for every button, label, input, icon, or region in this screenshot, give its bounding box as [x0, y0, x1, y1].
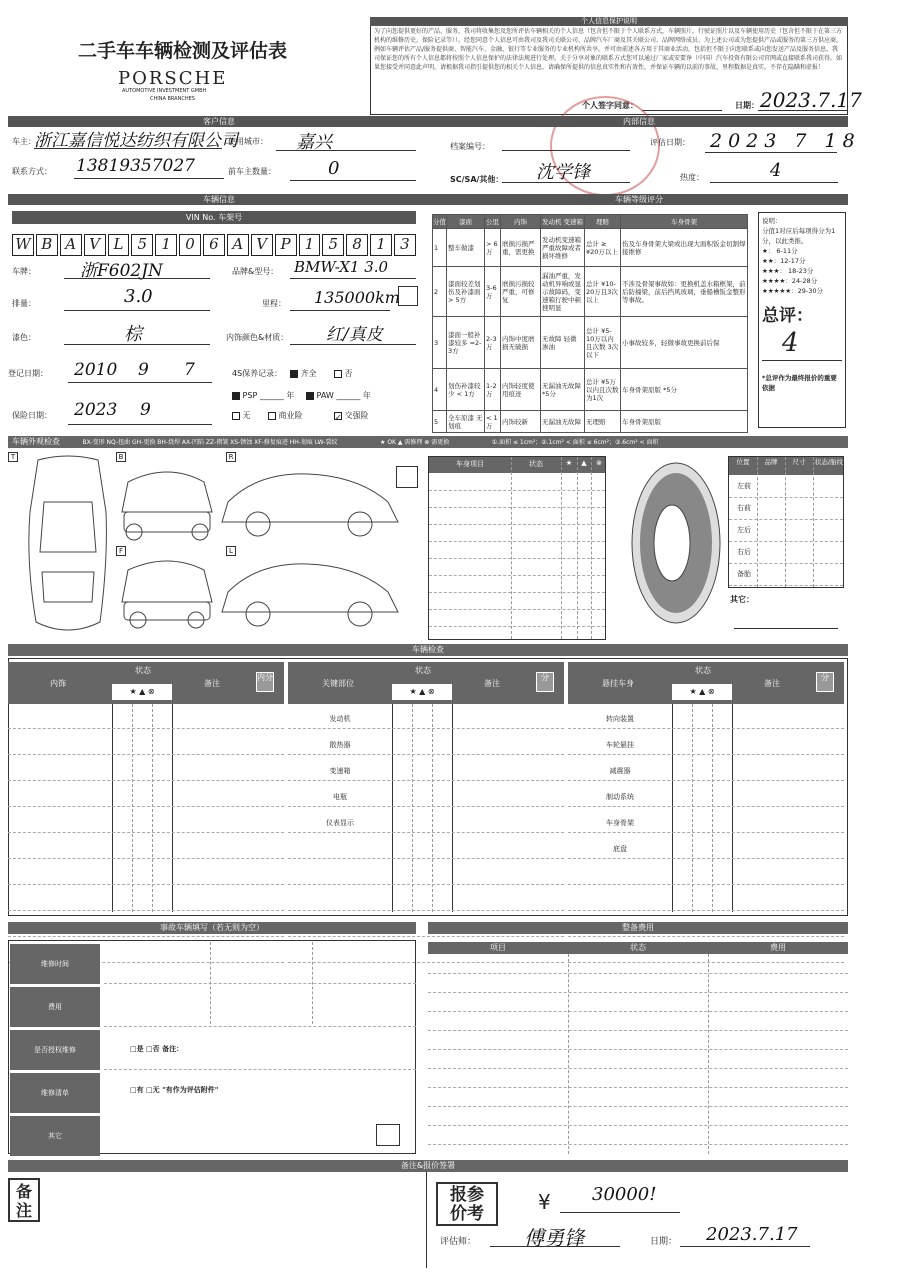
tire-row-label: 右前 [737, 504, 751, 512]
vin-char: 1 [155, 234, 177, 256]
refurb-row[interactable] [428, 1011, 848, 1012]
body-col-header: ⊗ [596, 459, 602, 467]
check-row[interactable] [288, 780, 564, 781]
vin-char: 6 [203, 234, 225, 256]
grade-cell: 内饰轻度使用痕迹 [501, 369, 541, 411]
check-remark-title: 备注 [484, 679, 500, 688]
check-row[interactable] [8, 806, 284, 807]
accident-line [104, 1069, 416, 1070]
grade-header: 内饰 [501, 215, 541, 229]
check-row[interactable] [8, 832, 284, 833]
refurb-row[interactable] [428, 1144, 848, 1145]
view-b: B [116, 452, 126, 462]
heat-value: 4 [770, 160, 782, 181]
grade-cell: 3-6万 [485, 267, 501, 317]
vin-char: A [60, 234, 82, 256]
beizhu-label: 备注 [8, 1178, 40, 1222]
tire-row[interactable] [729, 541, 843, 542]
check-row[interactable] [568, 806, 844, 807]
check-row[interactable] [568, 754, 844, 755]
tire-col-header: 位置 [736, 458, 750, 466]
check-row[interactable] [568, 832, 844, 833]
mileage-label: 里程： [262, 299, 286, 308]
check-remark-title: 备注 [764, 679, 780, 688]
refurb-row[interactable] [428, 1030, 848, 1031]
check-item: 发动机 [329, 715, 351, 723]
tire-row[interactable] [729, 585, 843, 586]
owner-value: 浙江嘉信悦达纺织有限公司 [34, 131, 238, 151]
vin-char: L [108, 234, 130, 256]
footer-date-label: 日期： [650, 1237, 678, 1247]
sc-label: SC/SA/其他： [450, 175, 504, 184]
color-label: 漆色： [12, 333, 36, 342]
check-col-head [8, 662, 284, 704]
tire-col-header: 状态/胎纹 [814, 458, 844, 466]
check-row[interactable] [568, 780, 844, 781]
grade-cell: 总计 ¥10-20万且3次以上 [585, 267, 621, 317]
vin-char: 5 [131, 234, 153, 256]
tire-col-line [757, 457, 758, 587]
check-col-head [568, 662, 844, 704]
grade-header: 车身骨架 [621, 215, 748, 229]
body-row[interactable] [429, 592, 605, 593]
footer-divider [426, 1172, 427, 1268]
currency-sign: ¥ [538, 1190, 551, 1214]
grade-bar: 车辆等级评分 [430, 194, 848, 205]
body-items-table [428, 456, 606, 640]
check-item: 仪表显示 [326, 819, 354, 827]
brand-logo: PORSCHE [118, 68, 228, 89]
check-col-line [712, 704, 713, 912]
accident-auth[interactable]: □是 □否 备注： [130, 1045, 184, 1053]
reg-label: 登记日期： [8, 369, 48, 378]
appraiser-label: 评估师： [440, 1237, 477, 1247]
reg-year: 2010 [74, 360, 118, 380]
grade-cell: 磨损污损较严重，可修复 [501, 267, 541, 317]
sc-value: 沈学锋 [536, 162, 590, 183]
check-state-marks: ★ ▲ ⊗ [392, 684, 452, 700]
check-row[interactable] [8, 936, 284, 937]
file-label: 档案编号： [450, 142, 490, 151]
grade-header: 理赔 [585, 215, 621, 229]
city-label: 使用城市： [228, 137, 268, 146]
tire-col-line [813, 457, 814, 587]
disp-value: 3.0 [124, 286, 153, 307]
reg-month: 9 [138, 360, 149, 380]
check-col-head [288, 662, 564, 704]
grade-note-line: ★★：12-17分 [762, 257, 806, 265]
check-row[interactable] [288, 728, 564, 729]
interior-label: 内饰颜色&材质： [226, 333, 289, 342]
body-row[interactable] [429, 575, 605, 576]
check-col-title: 悬挂车身 [602, 679, 634, 688]
car-diagrams [8, 452, 420, 644]
grade-cell: 1-2万 [485, 369, 501, 411]
accident-row-label: 费用 [10, 987, 100, 1027]
plate-label: 车牌： [12, 267, 36, 276]
exterior-bar [8, 436, 848, 448]
grade-row [433, 229, 748, 267]
check-state-marks: ★ ▲ ⊗ [112, 684, 172, 700]
view-l: L [226, 546, 236, 556]
check-col-line [732, 704, 733, 912]
refurb-row[interactable] [428, 1106, 848, 1107]
vin-char: 0 [179, 234, 201, 256]
body-row[interactable] [429, 507, 605, 508]
contact-label: 联系方式： [12, 167, 52, 176]
grade-note-line: ★★★★：24-28分 [762, 277, 818, 285]
grade-cell: 3 [433, 317, 447, 369]
accident-row-label: 维修清单 [10, 1073, 100, 1113]
grade-cell: < 1万 [485, 411, 501, 433]
check-state-title: 状态 [695, 666, 711, 675]
privacy-title: 个人信息保护说明 [370, 17, 848, 26]
heat-label: 热度： [680, 173, 704, 182]
grade-cell: 漏油严重，发动机异响或显示故障码，变速箱行驶中顿挫明显 [541, 267, 585, 317]
grade-cell: 漆面一般补漆较多 =2-3方 [447, 317, 485, 369]
check-row[interactable] [8, 754, 284, 755]
check-col-line [672, 704, 673, 912]
check-row[interactable] [8, 780, 284, 781]
grade-cell: 伤及车身骨架大梁或出现大面积钣金切割焊接维修 [621, 229, 748, 267]
body-row[interactable] [429, 524, 605, 525]
tire-row-label: 右后 [737, 548, 751, 556]
view-r: R [226, 452, 236, 462]
accident-line [104, 983, 416, 984]
model-label: 品牌&型号： [232, 267, 279, 276]
refurb-bar: 整备费用 [428, 922, 848, 934]
vin-char: V [251, 234, 273, 256]
refurb-head: 项目 状态 费用 [428, 942, 848, 954]
grade-note-line: 分值1对应后每项得分为1分，以此类推。 [762, 227, 836, 245]
check-item: 车身骨架 [606, 819, 634, 827]
grade-cell: 2 [433, 267, 447, 317]
body-col-header: ▲ [581, 459, 587, 467]
vin-bar: VIN No. 车架号 [12, 211, 416, 224]
check-row[interactable] [8, 728, 284, 729]
price-value: 30000! [592, 1184, 657, 1205]
exterior-marks: ★ OK ▲ 需修理 ⊗ 需更换 [380, 439, 450, 446]
grade-cell: 总计 ¥5万以内且次数为1次 [585, 369, 621, 411]
vin-char: W [12, 234, 34, 256]
grade-cell: 5 [433, 411, 447, 433]
internal-bar: 内部信息 [430, 116, 848, 127]
refurb-col-line [708, 954, 709, 1154]
privacy-date-label: 日期： [735, 101, 759, 110]
eval-date: 2023 7 18 [710, 130, 861, 152]
grade-header: 分值 [433, 215, 447, 229]
tire-row-label: 备胎 [737, 570, 751, 578]
grade-row [433, 369, 748, 411]
body-row[interactable] [429, 626, 605, 627]
refurb-row[interactable] [428, 992, 848, 993]
check-bar: 车辆检查 [8, 644, 848, 656]
accident-col-line [210, 942, 211, 1024]
grade-header: 发动机 变速箱 [541, 215, 585, 229]
check-col-line [152, 704, 153, 912]
accident-line [104, 1026, 416, 1027]
eval-date-label: 评估日期： [650, 138, 690, 147]
prev-owner-value: 0 [328, 158, 340, 179]
grade-note-line: ★★★★★：29-30分 [762, 287, 824, 295]
grade-cell: > 6万 [485, 229, 501, 267]
check-row[interactable] [288, 936, 564, 937]
view-t: T [8, 452, 18, 462]
grade-cell: 1 [433, 229, 447, 267]
report-title: 二手车车辆检测及评估表 [78, 40, 288, 62]
city-value: 嘉兴 [296, 132, 332, 153]
accident-bar: 事故车辆填写（若无则为空） [8, 922, 416, 934]
tire-col-header: 尺寸 [792, 458, 806, 466]
body-row[interactable] [429, 490, 605, 491]
accident-col-line [312, 942, 313, 1024]
tire-other: 其它： [730, 595, 754, 604]
check-col-line [452, 704, 453, 912]
grade-header: 公里 [485, 215, 501, 229]
tire-drawing [612, 458, 724, 628]
grade-header: 漆面 [447, 215, 485, 229]
vin-char: 1 [299, 234, 321, 256]
check-row[interactable] [568, 936, 844, 937]
body-col-header: 车身项目 [456, 460, 484, 468]
ins-compulsory[interactable]: ✓ 交强险 [335, 411, 369, 422]
brand-sub: AUTOMOTIVE INVESTMENT GMBH [122, 88, 207, 94]
check-row[interactable] [288, 754, 564, 755]
plate-value: 浙F602JN [80, 261, 163, 281]
vin-char: V [84, 234, 106, 256]
grade-note-title: 说明： [762, 217, 782, 225]
grade-cell: 磨损污损严重，需更换 [501, 229, 541, 267]
grade-cell: 无故障 轻微渗油 [541, 317, 585, 369]
grade-cell: 总计 ¥5-10万以内且次数 3次以下 [585, 317, 621, 369]
privacy-sign-label: 个人签字同意： [582, 101, 638, 110]
view-f: F [116, 546, 126, 556]
check-col-line [132, 704, 133, 912]
privacy-text: 为了向您提供更好的产品、服务，我司将收集您及您所评估车辆相关的个人信息（包含但不限于个人联系方式，车辆照片，行驶证照片以及车辆使用历史（包含但不限于在第三方机构的维修历史，保险记录等））。经您同意个人信息可由我司及我司关联公司、品牌汽车厂商及其关联公司、品牌网络成员、为上述公司或为您提供产品或服务的第三方供应商，例如车辆评估产品/服务提供商、智能汽车、金融、银行等专业服务的专业机构所共享，并可由前述各方用于其商业活动，包括但不限于向您联系或向您发送产品及服务信息。我司保证您的所有个人信息都将按照个人信息保护的法律法规进行处理。关于分享对象的联系方式您可以通过厂家或安要诤（中国）汽车投资有限公司官网或直接联系我司获得。如果您接受并同意此声明，请根据我司指引提供您的相关个人信息，请确保所提供的信息真实性和有效性，并保证车辆的以前的事故、里程数据是真实，不存在隐瞒和虚报！ [374, 28, 843, 71]
body-row[interactable] [429, 609, 605, 610]
body-row[interactable] [429, 541, 605, 542]
model-value: BMW-X1 3.0 [294, 258, 389, 276]
check-col-title: 内饰 [50, 679, 66, 688]
check-row[interactable] [568, 910, 844, 911]
footer-date: 2023.7.17 [706, 1224, 798, 1245]
check-col-line [412, 704, 413, 912]
grade-cell: 车身骨架原版 [621, 411, 748, 433]
check-item: 转向装置 [606, 715, 634, 723]
grade-cell: 全车原漆 无划痕 [447, 411, 485, 433]
grade-cell: 内饰中度磨损无破损 [501, 317, 541, 369]
exterior-legend: BX-变形 NQ-扭曲 GH-更换 BH-烧焊 AX-凹陷 ZZ-褶皱 XS-锈蚀 XF-修复痕迹 HH-划痕 LW-裂纹 [82, 439, 338, 446]
check-col-line [112, 704, 113, 912]
check-row[interactable] [8, 858, 284, 859]
check-badge: 分 [536, 672, 554, 692]
grade-cell: 不涉及骨架事故如：更换机盖水箱框架，前后防撞梁，前后挡风玻璃，垂船槽钣金整形等事故。 [621, 267, 748, 317]
grade-cell: 内饰较新 [501, 411, 541, 433]
refurb-row[interactable] [428, 1087, 848, 1088]
check-row[interactable] [288, 910, 564, 911]
disp-label: 排量： [12, 299, 36, 308]
grade-row [433, 267, 748, 317]
ins-label: 保险日期： [12, 411, 52, 420]
tire-row-label: 左前 [737, 482, 751, 490]
check-col-line [432, 704, 433, 912]
total-note: *总评作为最终报价的重要依据 [762, 374, 837, 392]
color-value: 棕 [124, 324, 142, 345]
check-col-line [172, 704, 173, 912]
total-value: 4 [762, 326, 842, 361]
tire-col-line [785, 457, 786, 587]
exterior-check[interactable] [396, 466, 418, 488]
ins-month: 9 [140, 400, 151, 420]
accident-row-label: 维修时间 [10, 944, 100, 984]
tire-row-label: 左后 [737, 526, 751, 534]
grade-cell: 划伤补漆较少 < 1方 [447, 369, 485, 411]
brand-sub2: CHINA BRANCHES [150, 96, 195, 102]
refurb-col-line [568, 954, 569, 1154]
grade-cell: 发动机变速箱严重故障或者损坏维修 [541, 229, 585, 267]
grade-cell: 整车做漆 [447, 229, 485, 267]
tire-row[interactable] [729, 519, 843, 520]
maint-label: 4S保养记录： [232, 369, 283, 378]
check-column [8, 662, 284, 912]
check-row[interactable] [568, 858, 844, 859]
refurb-row[interactable] [428, 1049, 848, 1050]
grade-cell: 无漏油无故障 [541, 411, 585, 433]
check-state-title: 状态 [415, 666, 431, 675]
vin-char: 5 [322, 234, 344, 256]
check-col-line [692, 704, 693, 912]
tire-col-header: 品牌 [764, 458, 778, 466]
psp-row: PSP ______ 年 [232, 390, 294, 401]
refurb-row[interactable] [428, 1068, 848, 1069]
refurb-grid [428, 954, 848, 1154]
ins-year: 2023 [74, 400, 118, 420]
privacy-date: 2023.7.17 [760, 88, 862, 112]
check-row[interactable] [8, 910, 284, 911]
check-item: 车轮悬挂 [606, 741, 634, 749]
body-col-header: 状态 [529, 460, 543, 468]
exterior-title: 车辆外观检查 [12, 437, 60, 446]
vin-char: 8 [346, 234, 368, 256]
refurb-row[interactable] [428, 1125, 848, 1126]
customer-bar: 客户信息 [8, 116, 430, 127]
check-badge: 分 [816, 672, 834, 692]
prev-owner-label: 前车主数量： [228, 167, 276, 176]
refurb-row[interactable] [428, 973, 848, 974]
grade-cell: 无理赔 [585, 411, 621, 433]
total-label: 总评： [762, 306, 813, 326]
vin-char: A [227, 234, 249, 256]
check-column [568, 662, 844, 912]
check-item: 底盘 [613, 845, 627, 853]
appraiser-sign: 傅勇锋 [524, 1226, 584, 1250]
contact-value: 13819357027 [76, 156, 195, 176]
grade-row [433, 411, 748, 433]
paw-row: PAW ______ 年 [306, 390, 371, 401]
check-row[interactable] [288, 806, 564, 807]
grade-cell: 2-3万 [485, 317, 501, 369]
maint-full[interactable]: 齐全 [290, 368, 317, 379]
grade-cell: 漆面较差划伤及补漆面 > 5方 [447, 267, 485, 317]
grade-cell: 无漏油无故障 *5分 [541, 369, 585, 411]
check-item: 变速箱 [329, 767, 351, 775]
accident-row-label: 其它 [10, 1116, 100, 1156]
grade-cell: 车身骨架原版 *5分 [621, 369, 748, 411]
grade-note [758, 212, 846, 428]
exterior-area: ①.面积 ≤ 1cm²；②.1cm² < 面积 ≤ 6cm²；③.6cm² < 面积 [491, 439, 659, 446]
ins-none[interactable]: 无 [232, 410, 251, 421]
check-remark-title: 备注 [204, 679, 220, 688]
check-row[interactable] [568, 728, 844, 729]
check-column [288, 662, 564, 912]
check-item: 减震器 [609, 767, 631, 775]
tire-row[interactable] [729, 497, 843, 498]
body-col-header: ★ [565, 459, 573, 467]
accident-other-check[interactable] [376, 1124, 400, 1146]
check-col-title: 关键部位 [322, 679, 354, 688]
grade-table [432, 214, 748, 433]
vin-char: 3 [394, 234, 416, 256]
vin-char: P [275, 234, 297, 256]
grade-cell: 小事故较多，轻微事故更换前后保 [621, 317, 748, 369]
maint-no[interactable]: 否 [334, 368, 353, 379]
vin-char: B [36, 234, 58, 256]
mileage-check[interactable] [398, 286, 418, 306]
vin-boxes [12, 234, 416, 256]
ins-commercial[interactable]: 商业险 [268, 410, 303, 421]
interior-value: 红/真皮 [326, 325, 383, 345]
check-badge: 内分 [256, 672, 274, 692]
footer-bar: 备注&报价签署 [8, 1160, 848, 1172]
check-col-line [392, 704, 393, 912]
check-item: 制动系统 [606, 793, 634, 801]
reg-day: 7 [184, 360, 195, 380]
grade-cell: 总计 ≥ ¥20万以上 [585, 229, 621, 267]
tire-table [728, 456, 844, 588]
vin-char: 1 [370, 234, 392, 256]
check-state-marks: ★ ▲ ⊗ [672, 684, 732, 700]
grade-row [433, 317, 748, 369]
grade-note-line: ★★★： 18-23分 [762, 267, 814, 275]
vehicle-bar: 车辆信息 [8, 194, 430, 205]
owner-label: 车主： [12, 137, 36, 146]
check-item: 散热器 [329, 741, 351, 749]
check-row[interactable] [288, 832, 564, 833]
body-row[interactable] [429, 558, 605, 559]
accident-row-label: 是否授权维修 [10, 1030, 100, 1070]
baojia-label: 报参价考 [436, 1182, 498, 1226]
check-state-title: 状态 [135, 666, 151, 675]
check-item: 电瓶 [333, 793, 347, 801]
grade-cell: 4 [433, 369, 447, 411]
check-row[interactable] [288, 858, 564, 859]
check-row[interactable] [568, 884, 844, 885]
mileage-value: 135000km [314, 288, 400, 307]
grade-note-line: ★： 6-11分 [762, 247, 798, 255]
check-row[interactable] [288, 884, 564, 885]
accident-list[interactable]: □有 □无 "有作为评估附件" [130, 1086, 219, 1094]
tire-row[interactable] [729, 563, 843, 564]
check-row[interactable] [8, 884, 284, 885]
